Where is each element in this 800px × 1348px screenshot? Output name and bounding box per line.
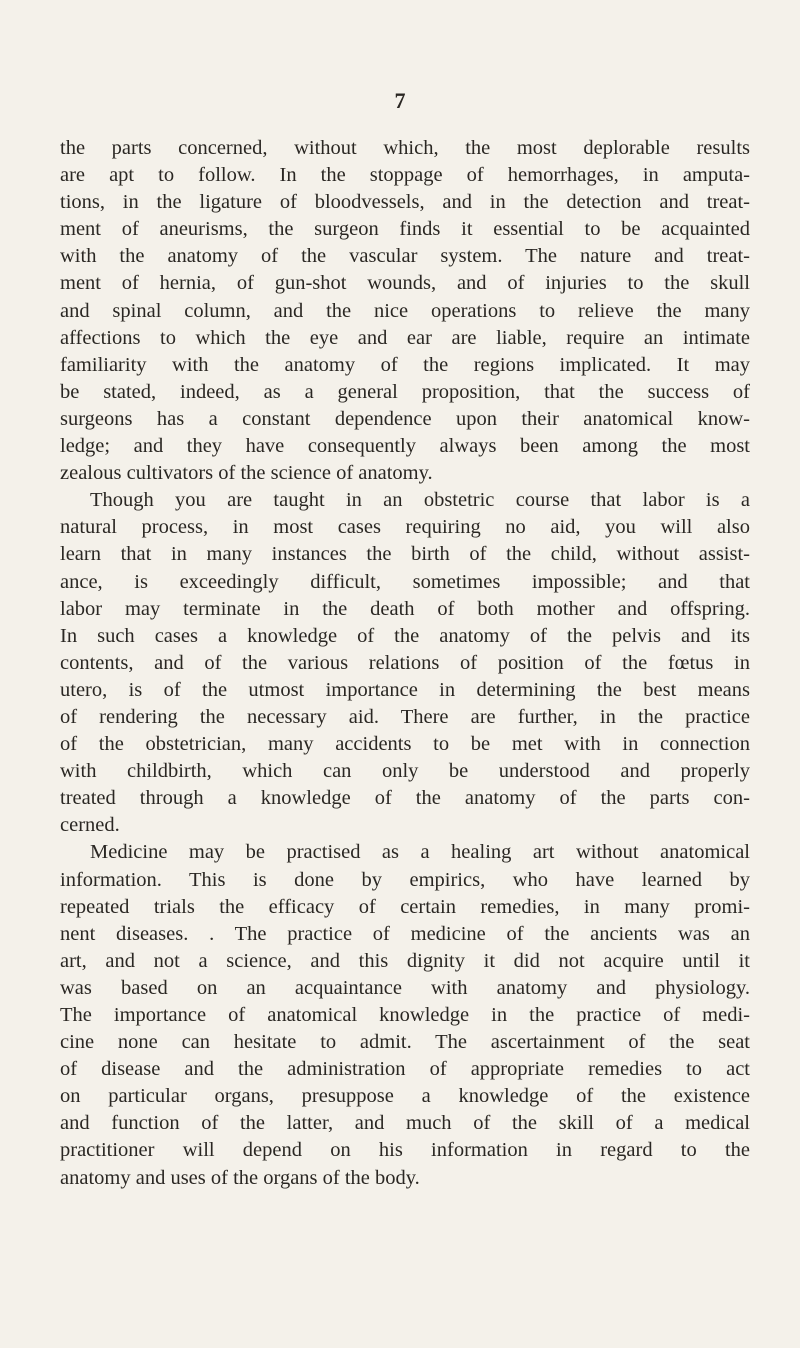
text-line: The importance of anatomical knowledge in the practice of medi-	[60, 1004, 750, 1026]
text-line: be stated, indeed, as a general proposition, that the success of	[60, 380, 750, 403]
text-line: repeated trials the efficacy of certain remedies, in many promi-	[60, 895, 750, 918]
text-line: surgeons has a constant dependence upon their anatomical know-	[60, 407, 750, 430]
text-line: and spinal column, and the nice operations to relieve the many	[60, 299, 750, 322]
text-line: ment of hernia, of gun-shot wounds, and of injuries to the skull	[60, 272, 750, 295]
text-line: nent diseases. . The practice of medicine of the ancients was an	[60, 922, 750, 945]
text-line: are apt to follow. In the stoppage of hemorrhages, in amputa-	[60, 164, 750, 187]
text-line: and function of the latter, and much of the skill of a medical	[60, 1112, 750, 1135]
text-line: learn that in many instances the birth of the child, without assist-	[60, 543, 750, 566]
paragraph	[60, 839, 750, 1191]
text-line: of the obstetrician, many accidents to be met with in connection	[60, 733, 750, 756]
text-line: anatomy and uses of the organs of the body.	[60, 1166, 420, 1189]
text-line: on particular organs, presuppose a knowledge of the existence	[60, 1085, 750, 1108]
paragraph	[60, 135, 750, 487]
text-line: with childbirth, which can only be understood and properly	[60, 760, 750, 783]
text-line: information. This is done by empirics, who have learned by	[60, 868, 750, 891]
text-line: was based on an acquaintance with anatomy and physiology.	[60, 976, 750, 999]
text-line: Though you are taught in an obstetric course that labor is a	[90, 489, 750, 512]
text-line: contents, and of the various relations of position of the fœtus in	[60, 651, 750, 674]
text-line: In such cases a knowledge of the anatomy of the pelvis and its	[60, 624, 750, 647]
text-line: of rendering the necessary aid. There are further, in the practice	[60, 705, 750, 728]
text-line: familiarity with the anatomy of the regions implicated. It may	[60, 353, 750, 376]
text-line: ment of aneurisms, the surgeon finds it essential to be acquainted	[60, 218, 750, 241]
text-line: Medicine may be practised as a healing art without anatomical	[90, 841, 750, 864]
body-text	[60, 135, 750, 1192]
text-line: practitioner will depend on his information in regard to the	[60, 1139, 750, 1162]
text-line: labor may terminate in the death of both mother and offspring.	[60, 597, 750, 620]
text-line: the parts concerned, without which, the most deplorable results	[60, 137, 750, 159]
text-line: utero, is of the utmost importance in determining the best means	[60, 678, 750, 701]
text-line: ledge; and they have consequently always been among the most	[60, 435, 750, 458]
text-line: cine none can hesitate to admit. The ascertainment of the seat	[60, 1031, 750, 1054]
text-line: treated through a knowledge of the anatomy of the parts con-	[60, 787, 750, 810]
text-line: zealous cultivators of the science of anatomy.	[60, 462, 433, 485]
text-line: natural process, in most cases requiring no aid, you will also	[60, 516, 750, 539]
page-number: 7	[394, 88, 406, 113]
text-line: affections to which the eye and ear are liable, require an intimate	[60, 326, 750, 349]
text-line: with the anatomy of the vascular system. The nature and treat-	[60, 245, 750, 268]
text-line: tions, in the ligature of bloodvessels, and in the detection and treat-	[60, 191, 750, 214]
text-line: cerned.	[60, 814, 120, 837]
paragraph	[60, 487, 750, 839]
text-line: ance, is exceedingly difficult, sometimes impossible; and that	[60, 570, 750, 593]
text-line: art, and not a science, and this dignity it did not acquire until it	[60, 949, 750, 972]
text-line: of disease and the administration of appropriate remedies to act	[60, 1058, 750, 1081]
